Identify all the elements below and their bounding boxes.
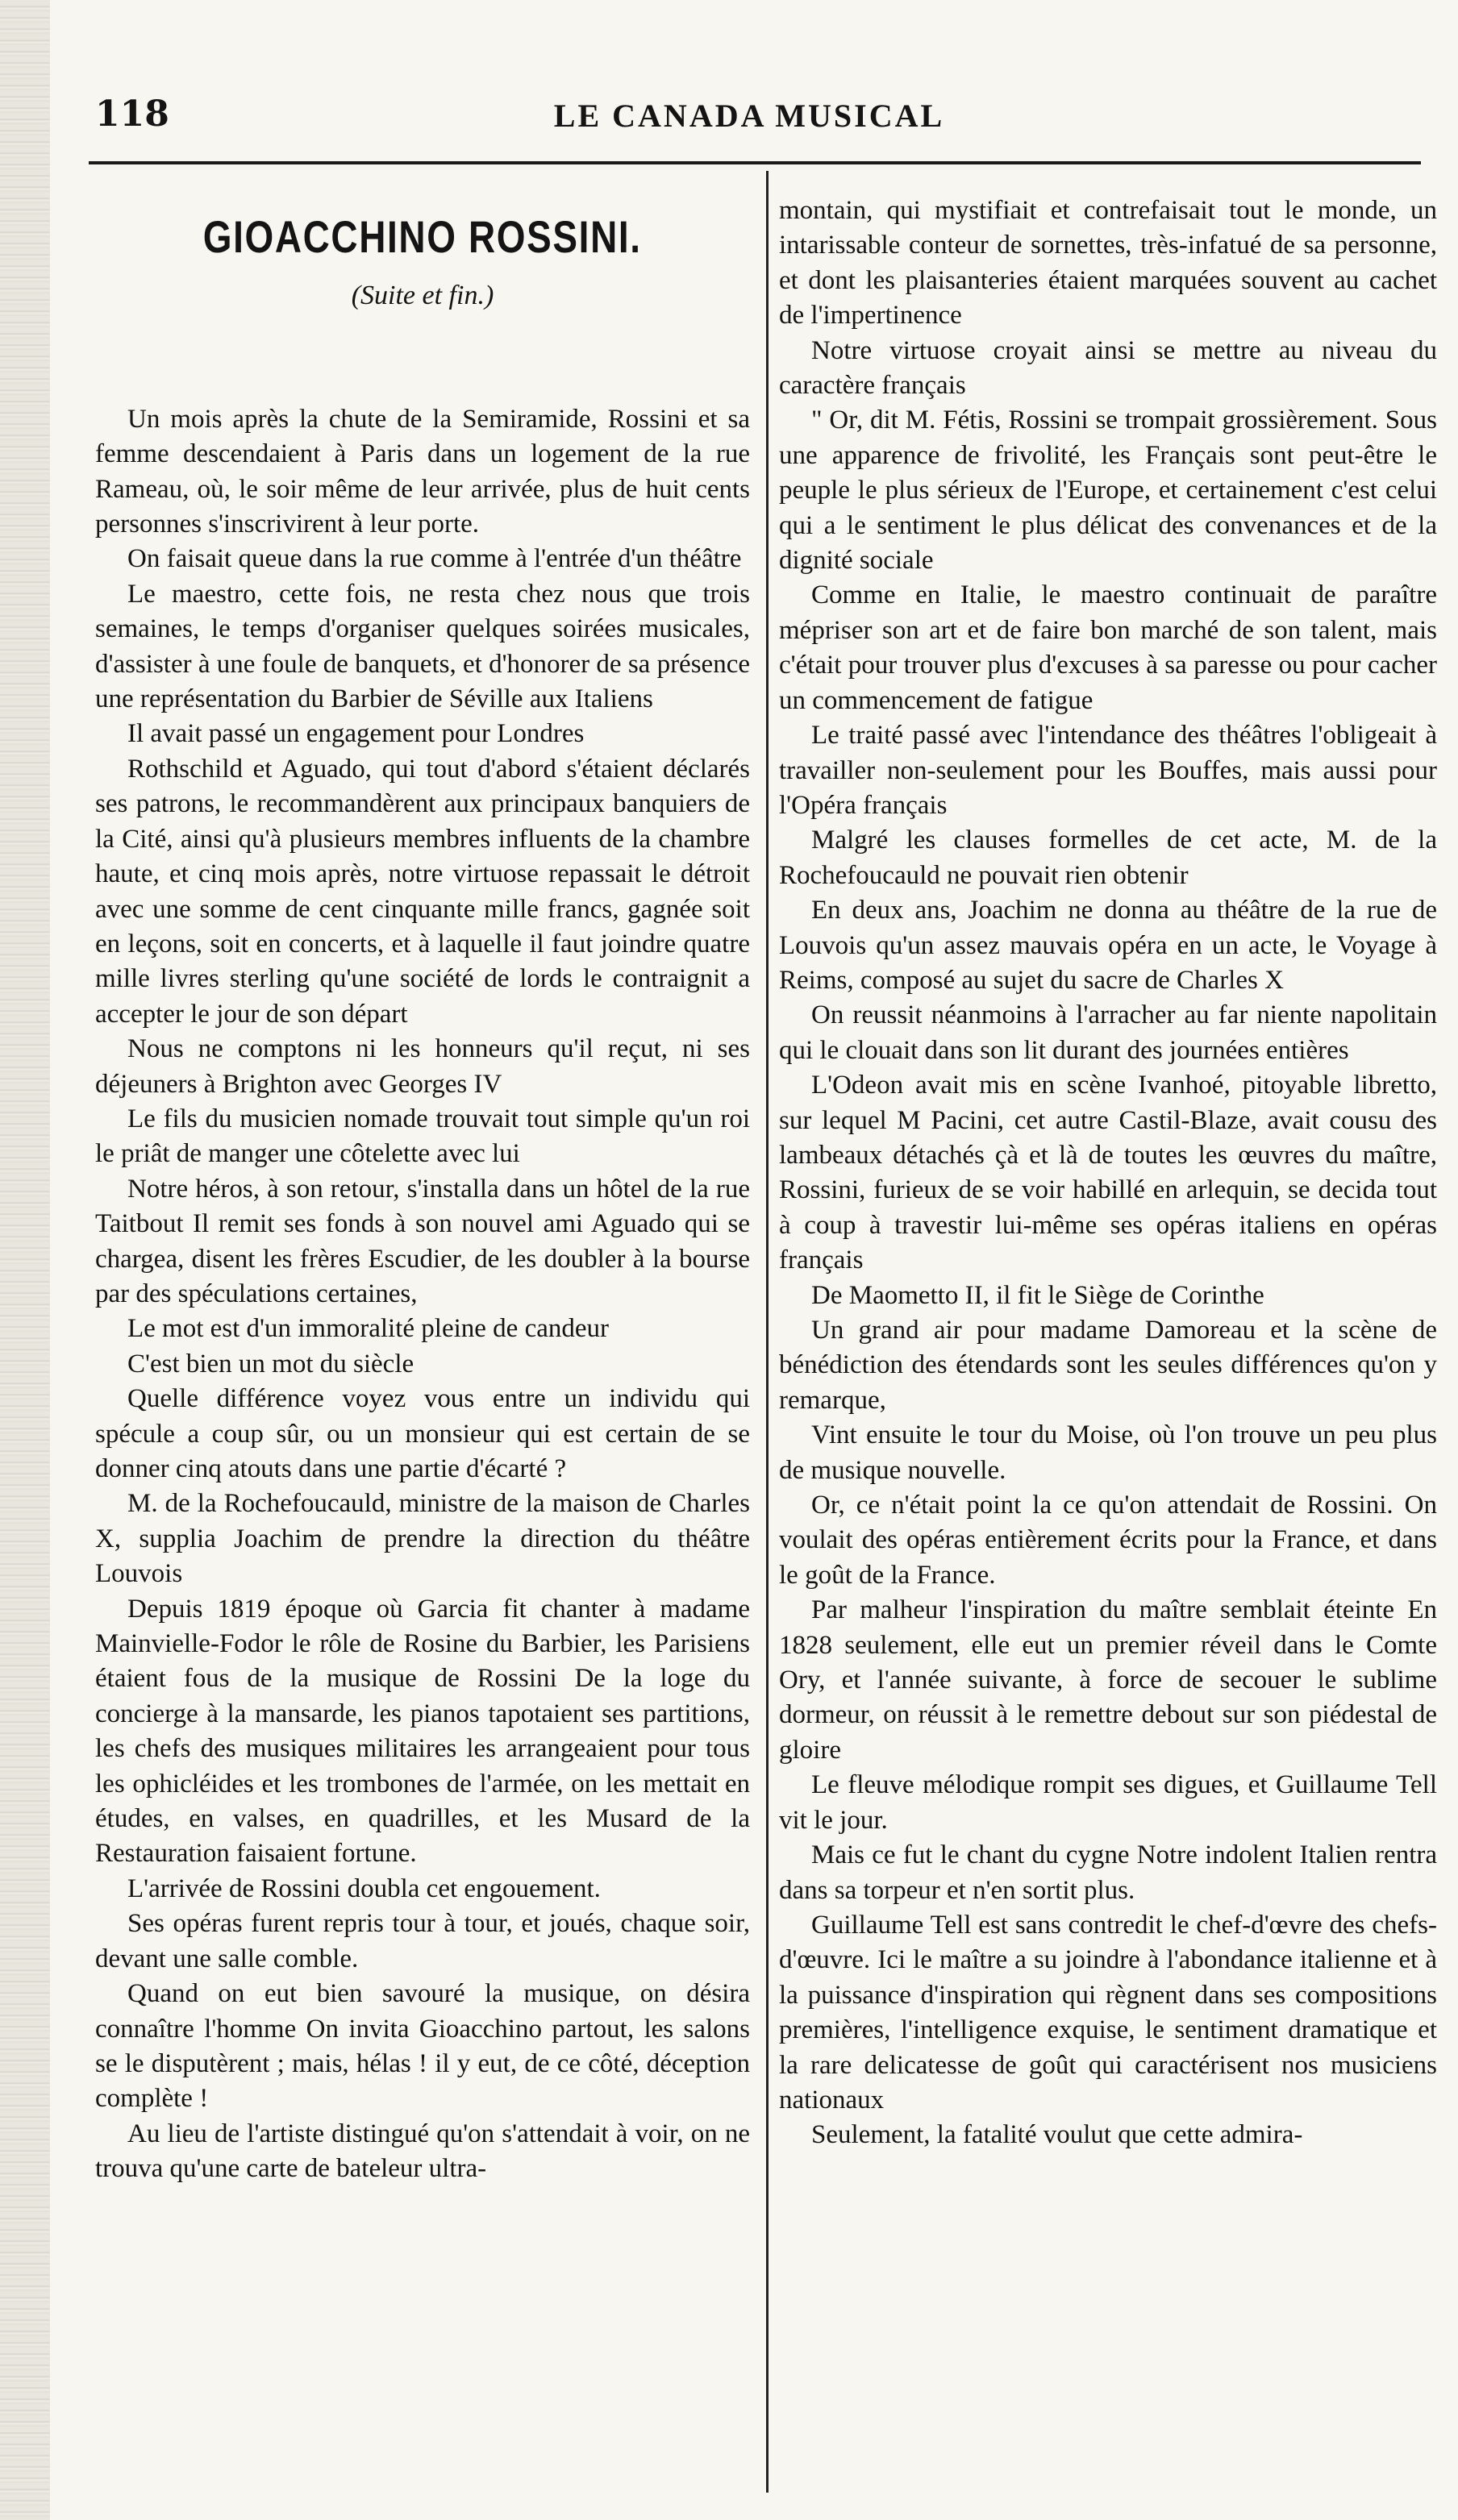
paragraph: Le fleuve mélodique rompit ses digues, et Guillaume Tell vit le jour. (779, 1770, 1437, 1835)
paragraph: Au lieu de l'artiste distingué qu'on s'attendait à voir, on ne trouva qu'une carte de bateleur ultra- (95, 2119, 750, 2184)
article-subtitle: (Suite et fin.) (351, 281, 494, 311)
paragraph: Mais ce fut le chant du cygne Notre indolent Italien rentra dans sa torpeur et n'en sortit plus. (779, 1840, 1437, 1905)
running-title: LE CANADA MUSICAL (553, 98, 945, 134)
right-column-body (779, 193, 1437, 2153)
left-column (95, 187, 750, 2187)
paragraph: Depuis 1819 époque où Garcia fit chanter à madame Mainvielle-Fodor le rôle de Rosine du Barbier, les Parisiens étaient fous de la musique de Rossini De la loge du concierge à la mansarde, les pianos tapotaient ses partitions, les chefs des musiques militaires les arrangeaient pour tous les ophicléides et les trombones de l'armée, on les mettait en études, en valses, en quadrilles, et les Musard de la Restauration faisaient fortune. (95, 1594, 750, 1869)
paragraph: Comme en Italie, le maestro continuait de paraître mépriser son art et de faire bon marché de son talent, mais c'était pour trouver plus d'excuses à sa paresse ou pour cacher un commencement de fatigue (779, 580, 1437, 715)
paragraph: montain, qui mystifiait et contrefaisait tout le monde, un intarissable conteur de sornettes, très-infatué de sa personne, et dont les plaisanteries étaient marquées souvent au cachet de l'impertinence (779, 196, 1437, 331)
right-column (779, 193, 1437, 2153)
left-column-body (95, 402, 750, 2187)
binding-edge (0, 0, 50, 2520)
paragraph: Quand on eut bien savouré la musique, on désira connaître l'homme On invita Gioacchino partout, les salons se le disputèrent ; mais, hélas ! il y eut, de ce côté, déception complète ! (95, 1979, 750, 2114)
paragraph: Par malheur l'inspiration du maître semblait éteinte En 1828 seulement, elle eut un premier réveil dans le Comte Ory, et l'année suivante, à force de secouer le sublime dormeur, on réussit à le remettre debout sur son piédestal de gloire (779, 1595, 1437, 1765)
paragraph: Rothschild et Aguado, qui tout d'abord s'étaient déclarés ses patrons, le recommandèrent aux principaux banquiers de la Cité, ainsi qu'à plusieurs membres influents de la chambre haute, et cinq mois après, notre virtuose repassait le détroit avec une somme de cent cinquante mille francs, gagnée soit en leçons, soit en concerts, et à laquelle il faut joindre quatre mille livres sterling qu'une société de lords le contraignit a accepter le jour de son départ (95, 754, 750, 1029)
paragraph: Un grand air pour madame Damoreau et la scène de bénédiction des étendards sont les seules différences qu'on y remarque, (779, 1316, 1437, 1415)
article-heading (95, 211, 750, 314)
paragraph: L'arrivée de Rossini doubla cet engouement. (127, 1873, 601, 1903)
paragraph: Vint ensuite le tour du Moise, où l'on trouve un peu plus de musique nouvelle. (779, 1420, 1437, 1485)
paragraph: Il avait passé un engagement pour Londres (127, 719, 585, 749)
paragraph: Notre virtuose croyait ainsi se mettre au niveau du caractère français (779, 335, 1437, 401)
paragraph: Malgré les clauses formelles de cet acte, M. de la Rochefoucauld ne pouvait rien obtenir (779, 825, 1437, 890)
paragraph: En deux ans, Joachim ne donna au théâtre de la rue de Louvois qu'un assez mauvais opéra en un acte, le Voyage à Reims, composé au sujet du sacre de Charles X (779, 896, 1437, 995)
paragraph: L'Odeon avait mis en scène Ivanhoé, pitoyable libretto, sur lequel M Pacini, cet autre Castil-Blaze, avait cousu des lambeaux détachés çà et là de toutes les œuvres du maître, Rossini, furieux de se voir habillé en arlequin, se decida tout à coup à travestir lui-même ses opéras italiens en opéras français (779, 1071, 1437, 1275)
paragraph: Guillaume Tell est sans contredit le chef-d'œvre des chefs-d'œuvre. Ici le maître a su joindre à l'abondance italienne et à la puissance d'inspiration qui règnent dans ses compositions premières, l'intelligence exquise, le sentiment dramatique et la rare delicatesse de goût qui caractérisent nos musiciens nationaux (779, 1910, 1437, 2115)
header-rule (89, 161, 1421, 164)
paragraph: Le maestro, cette fois, ne resta chez nous que trois semaines, le temps d'organiser quelques soirées musicales, d'assister à une foule de banquets, et d'honorer de sa présence une représentation du Barbier de Séville aux Italiens (95, 579, 750, 714)
page-header (89, 87, 1410, 135)
paragraph: C'est bien un mot du siècle (127, 1349, 414, 1379)
paragraph: De Maometto II, il fit le Siège de Corinthe (811, 1280, 1264, 1310)
paragraph: Or, ce n'était point la ce qu'on attendait de Rossini. On voulait des opéras entièrement écrits pour la France, et dans le goût de la France. (779, 1491, 1437, 1590)
paragraph: Un mois après la chute de la Semiramide, Rossini et sa femme descendaient à Paris dans un logement de la rue Rameau, où, le soir même de leur arrivée, plus de huit cents personnes s'inscrivirent à leur porte. (95, 404, 750, 539)
paragraph: Le traité passé avec l'intendance des théâtres l'obligeait à travailler non-seulement pour les Bouffes, mais aussi pour l'Opéra français (779, 721, 1437, 820)
paragraph: Quelle différence voyez vous entre un individu qui spécule a coup sûr, ou un monsieur qui est certain de se donner cinq atouts dans une partie d'écarté ? (95, 1384, 750, 1483)
page-number: 118 (95, 94, 169, 135)
paragraph: Le mot est d'un immoralité pleine de candeur (127, 1314, 609, 1344)
paragraph: M. de la Rochefoucauld, ministre de la maison de Charles X, supplia Joachim de prendre la direction du théâtre Louvois (95, 1489, 750, 1589)
paragraph: Ses opéras furent repris tour à tour, et joués, chaque soir, devant une salle comble. (95, 1909, 750, 1973)
paragraph: Notre héros, à son retour, s'installa dans un hôtel de la rue Taitbout Il remit ses fonds à son nouvel ami Aguado qui se chargea, disent les frères Escudier, de les doubler à la bourse par des spéculations certaines, (95, 1174, 750, 1308)
paragraph: Nous ne comptons ni les honneurs qu'il reçut, ni ses déjeuners à Brighton avec Georges IV (95, 1034, 750, 1099)
column-divider (766, 171, 769, 2493)
paragraph: Le fils du musicien nomade trouvait tout simple qu'un roi le priât de manger une côtelette avec lui (95, 1104, 750, 1169)
paragraph: Seulement, la fatalité voulut que cette admira- (811, 2120, 1303, 2150)
paragraph: " Or, dit M. Fétis, Rossini se trompait grossièrement. Sous une apparence de frivolité, les Français sont peut-être le peuple le plus sérieux de l'Europe, et certainement c'est celui qui a le sentiment le plus délicat des convenances et de la dignité sociale (779, 405, 1437, 576)
article-title: GIOACCHINO ROSSINI. (203, 211, 642, 262)
paragraph: On faisait queue dans la rue comme à l'entrée d'un théâtre (127, 544, 742, 574)
paragraph: On reussit néanmoins à l'arracher au far niente napolitain qui le clouait dans son lit durant des journées entières (779, 1000, 1437, 1065)
